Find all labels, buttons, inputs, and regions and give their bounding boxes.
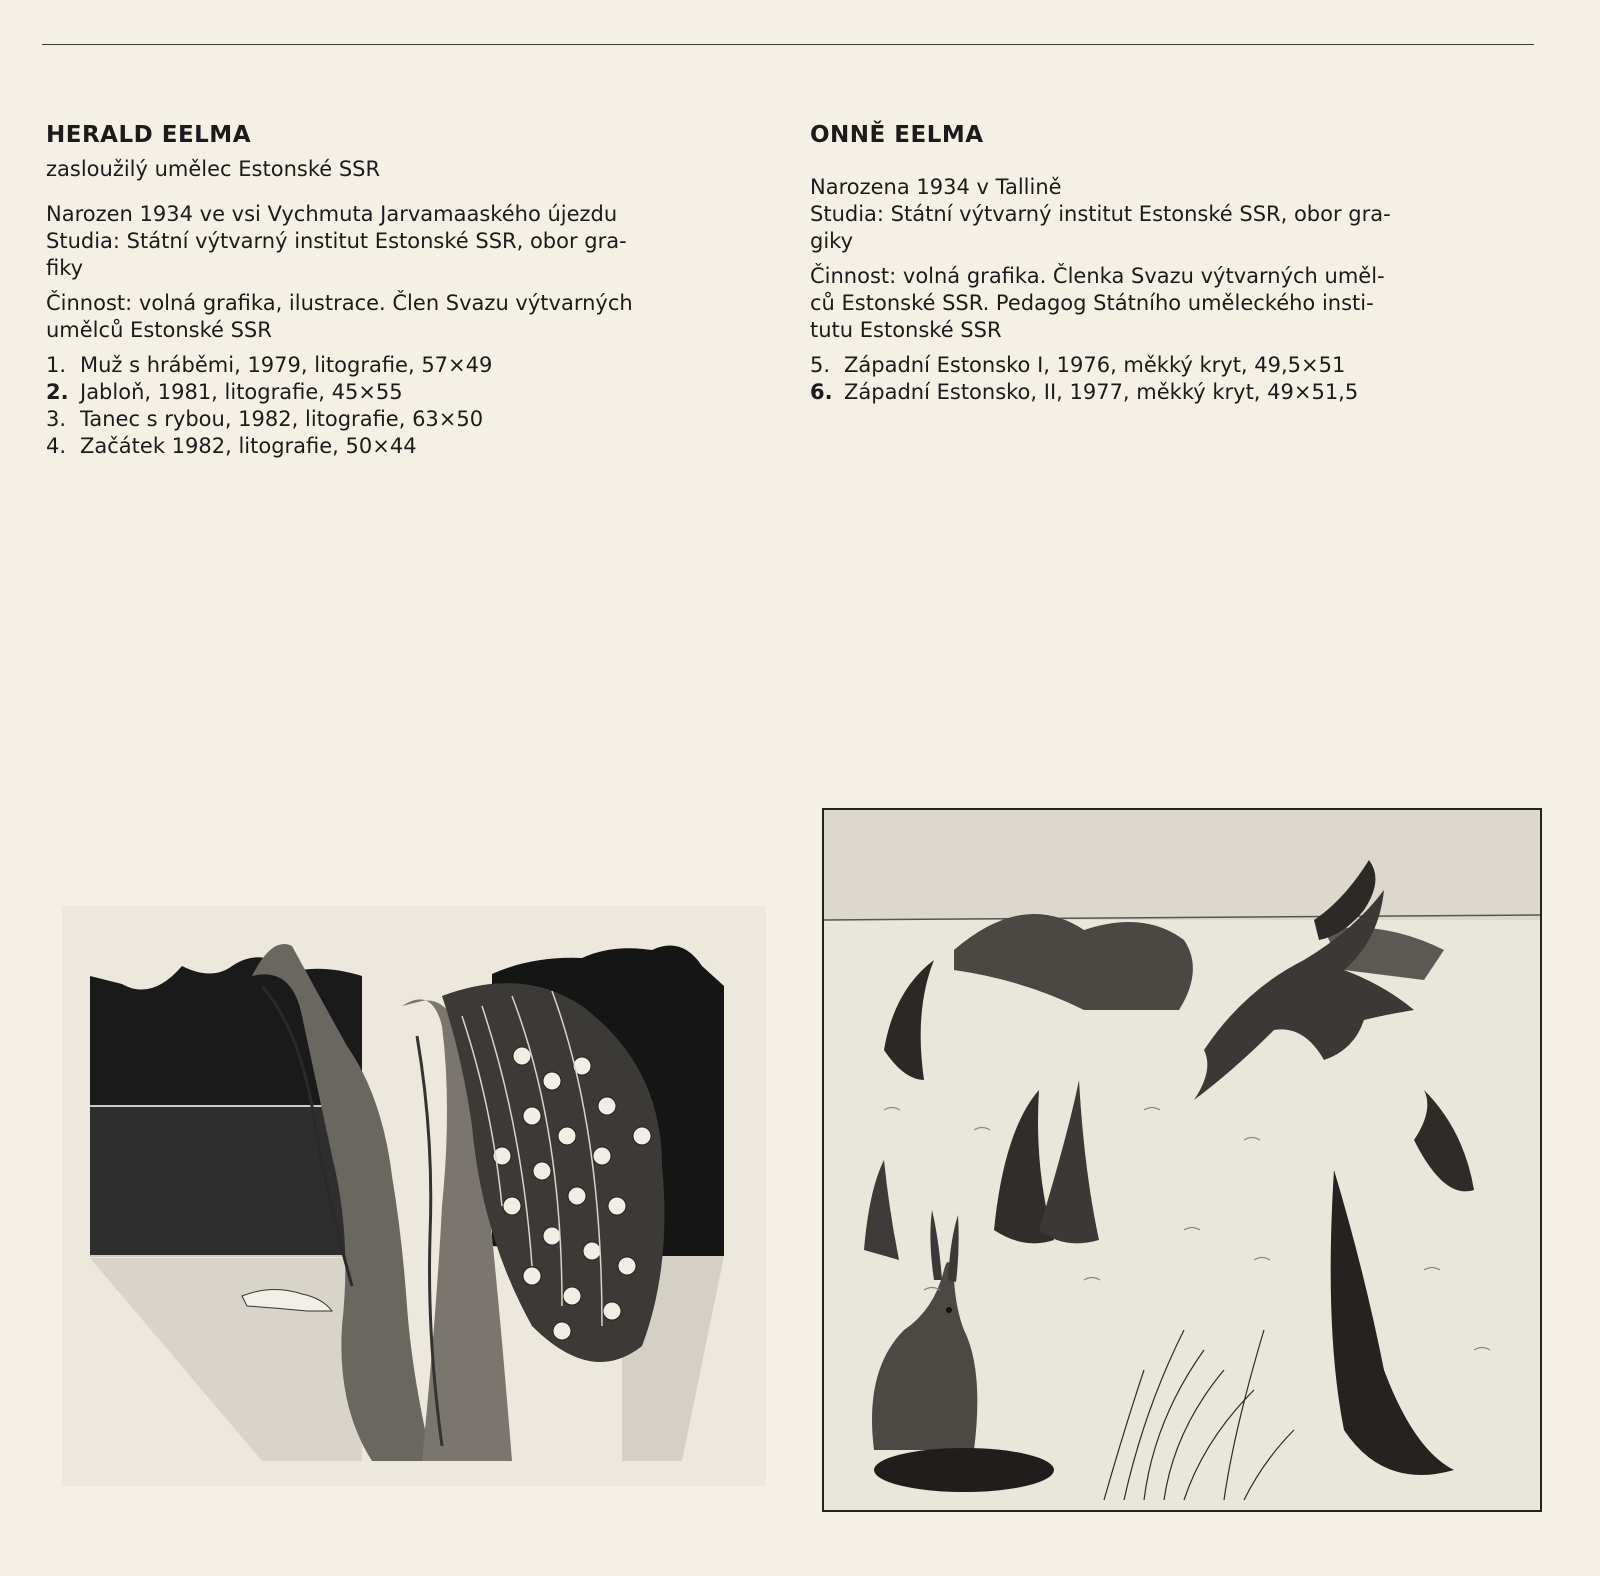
artist-name: ONNĚ EELMA xyxy=(810,122,984,148)
artist-activity: Činnost: volná grafika. Členka Svazu výtvarných uměl- xyxy=(810,264,1385,288)
work-number: 1. xyxy=(46,353,67,377)
work-item xyxy=(46,406,776,433)
artwork-west-estonia xyxy=(822,808,1542,1512)
artist-activity-cont: umělců Estonské SSR xyxy=(46,318,272,342)
artist-birth: Narozen 1934 ve vsi Vychmuta Jarvamaaského újezdu xyxy=(46,202,618,226)
artist-studies: Studia: Státní výtvarný institut Estonské SSR, obor gra- xyxy=(46,229,627,253)
artist-activity-cont: tutu Estonské SSR xyxy=(810,318,1002,342)
work-text: Tanec s rybou, 1982, litografie, 63×50 xyxy=(80,407,484,431)
work-number: 2. xyxy=(46,380,69,404)
works-list xyxy=(46,352,776,460)
work-number: 6. xyxy=(810,380,833,404)
work-item xyxy=(46,352,776,379)
work-item xyxy=(810,379,1530,406)
landscape-hare-illustration xyxy=(824,810,1540,1510)
artist-title: zasloužilý umělec Estonské SSR xyxy=(46,157,381,181)
artist-birth: Narozena 1934 v Tallině xyxy=(810,175,1062,199)
work-text: Západní Estonsko, II, 1977, měkký kryt, 49×51,5 xyxy=(844,380,1359,404)
artist-studies: Studia: Státní výtvarný institut Estonské SSR, obor gra- xyxy=(810,202,1391,226)
work-item xyxy=(810,352,1530,379)
work-number: 4. xyxy=(46,434,67,458)
artwork-apple-tree xyxy=(62,906,766,1486)
work-item xyxy=(46,433,776,460)
artist-name: HERALD EELMA xyxy=(46,122,251,148)
work-number: 3. xyxy=(46,407,67,431)
artist-activity: Činnost: volná grafika, ilustrace. Člen Svazu výtvarných xyxy=(46,291,633,315)
artist-studies-cont: giky xyxy=(810,229,854,253)
work-text: Jabloň, 1981, litografie, 45×55 xyxy=(80,380,403,404)
artist-section-herald xyxy=(46,120,776,460)
artist-section-onne xyxy=(810,120,1530,406)
work-text: Začátek 1982, litografie, 50×44 xyxy=(80,434,417,458)
work-text: Západní Estonsko I, 1976, měkký kryt, 49,5×51 xyxy=(844,353,1346,377)
works-list xyxy=(810,352,1530,406)
artist-studies-cont: fiky xyxy=(46,256,84,280)
artist-activity-cont: ců Estonské SSR. Pedagog Státního uměleckého insti- xyxy=(810,291,1374,315)
apple-tree-illustration xyxy=(62,906,766,1486)
top-rule xyxy=(42,44,1534,45)
work-text: Muž s hráběmi, 1979, litografie, 57×49 xyxy=(80,353,493,377)
work-number: 5. xyxy=(810,353,831,377)
work-item xyxy=(46,379,776,406)
